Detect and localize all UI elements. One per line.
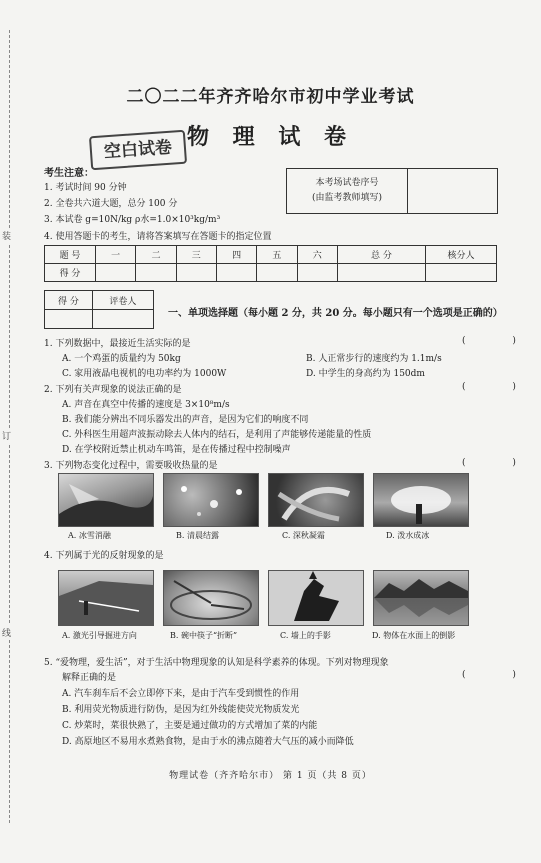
- water-to-ice-image: [374, 474, 468, 526]
- q4-caption-d[interactable]: D. 物体在水面上的倒影: [372, 631, 456, 640]
- seat-number-label: [287, 169, 408, 213]
- answer-paren[interactable]: ( ): [462, 458, 538, 468]
- question-5-option-b[interactable]: B. 利用荧光物质进行防伪，是因为红外线能使荧光物质发光: [62, 705, 300, 715]
- score-cell[interactable]: [297, 264, 337, 282]
- grader-score-cell[interactable]: [45, 310, 93, 329]
- grader-table: [44, 290, 154, 329]
- photo-morning-dew: [163, 473, 259, 527]
- question-3-stem: 3. 下列物态变化过程中，需要吸收热量的是: [44, 461, 218, 471]
- question-1-option-c[interactable]: C. 家用液晶电视机的电功率约为 1000W: [62, 369, 227, 379]
- score-header-cell: 三: [176, 246, 216, 264]
- grader-name-label: 评卷人: [92, 291, 153, 310]
- q3-caption-b[interactable]: B. 清晨结露: [176, 531, 219, 540]
- binding-label-ding: 订: [2, 428, 11, 443]
- score-table: [44, 245, 497, 282]
- score-cell[interactable]: [257, 264, 297, 282]
- q3-caption-d[interactable]: D. 泼水成冰: [386, 531, 430, 540]
- score-header-cell: 题 号: [45, 246, 96, 264]
- answer-paren[interactable]: ( ): [462, 670, 538, 680]
- question-1-option-b[interactable]: B. 人正常步行的速度约为 1.1m/s: [306, 354, 442, 364]
- seat-number-box: [286, 168, 498, 214]
- page-footer: 物理试卷（齐齐哈尔市） 第 1 页（共 8 页）: [169, 771, 372, 781]
- score-cell[interactable]: [337, 264, 425, 282]
- score-header-cell: 总 分: [337, 246, 425, 264]
- question-2-option-a[interactable]: A. 声音在真空中传播的速度是 3×10⁸m/s: [62, 400, 230, 410]
- score-cell[interactable]: [176, 264, 216, 282]
- photo-laser-tunnel: [58, 570, 154, 626]
- question-5-option-a[interactable]: A. 汽车刹车后不会立即停下来，是由于汽车受到惯性的作用: [62, 689, 300, 699]
- section-1-heading: 一、单项选择题（每小题 2 分，共 20 分。每小题只有一个选项是正确的）: [168, 308, 503, 319]
- binding-label-zhuang: 装: [2, 228, 11, 243]
- question-5-option-d[interactable]: D. 高原地区不易用水煮熟食物，是由于水的沸点随着大气压的减小而降低: [62, 737, 354, 747]
- chopsticks-bowl-image: [164, 571, 258, 625]
- q3-caption-c[interactable]: C. 深秋凝霜: [282, 531, 325, 540]
- binding-label-xian: 线: [2, 625, 11, 640]
- question-5-stem-line1: 5. “爱物理，爱生活”，对于生活中物理现象的认知是科学素养的体现。下列对物理现象: [44, 658, 389, 668]
- laser-tunnel-image: [59, 571, 153, 625]
- photo-autumn-frost: [268, 473, 364, 527]
- subject-title: 物 理 试 卷: [187, 124, 354, 150]
- q4-caption-c[interactable]: C. 墙上的手影: [280, 631, 331, 640]
- question-2-option-d[interactable]: D. 在学校附近禁止机动车鸣笛，是在传播过程中控制噪声: [62, 445, 291, 455]
- score-header-cell: 一: [96, 246, 136, 264]
- question-5-option-c[interactable]: C. 炒菜时，菜很快熟了，主要是通过做功的方式增加了菜的内能: [62, 721, 318, 731]
- photo-melting-snow: [58, 473, 154, 527]
- score-table-header-row: [45, 246, 497, 264]
- melting-snow-image: [59, 474, 153, 526]
- seat-label-line2: (由监考教师填写): [311, 193, 383, 203]
- q3-caption-a[interactable]: A. 冰雪消融: [68, 531, 111, 540]
- water-reflection-image: [374, 571, 468, 625]
- notes-heading: 考生注意：: [44, 168, 94, 179]
- photo-water-to-ice: [373, 473, 469, 527]
- q4-caption-a[interactable]: A. 激光引导掘进方向: [62, 631, 137, 640]
- score-table-score-row: [45, 264, 497, 282]
- question-5-stem-line2: 解释正确的是: [62, 673, 117, 683]
- score-header-cell: 核分人: [426, 246, 497, 264]
- question-4-stem: 4. 下列属于光的反射现象的是: [44, 551, 164, 561]
- score-header-cell: 六: [297, 246, 337, 264]
- score-cell[interactable]: [96, 264, 136, 282]
- seat-number-field[interactable]: [408, 169, 497, 213]
- blank-paper-stamp: 空白试卷: [89, 130, 187, 171]
- score-header-cell: 五: [257, 246, 297, 264]
- grader-score-label: 得 分: [45, 291, 93, 310]
- question-2-option-c[interactable]: C. 外科医生用超声波振动除去人体内的结石，是利用了声能够传递能量的性质: [62, 430, 372, 440]
- score-cell[interactable]: [136, 264, 176, 282]
- score-cell[interactable]: [426, 264, 497, 282]
- note-item: 1. 考试时间 90 分钟: [44, 183, 127, 193]
- hand-shadow-image: [269, 571, 363, 625]
- question-1-stem: 1. 下列数据中，最接近生活实际的是: [44, 339, 191, 349]
- photo-chopsticks-bowl: [163, 570, 259, 626]
- score-header-cell: 四: [216, 246, 256, 264]
- seat-label-line1: 本考场试卷序号: [315, 178, 379, 188]
- note-item: 3. 本试卷 g=10N/kg ρ水=1.0×10³kg/m³: [44, 215, 221, 225]
- score-row-label: 得 分: [45, 264, 96, 282]
- score-header-cell: 二: [136, 246, 176, 264]
- photo-water-reflection: [373, 570, 469, 626]
- question-1-option-d[interactable]: D. 中学生的身高约为 150dm: [306, 369, 425, 379]
- grader-name-cell[interactable]: [92, 310, 153, 329]
- question-1-option-a[interactable]: A. 一个鸡蛋的质量约为 50kg: [62, 354, 181, 364]
- autumn-frost-image: [269, 474, 363, 526]
- note-item: 4. 使用答题卡的考生，请将答案填写在答题卡的指定位置: [44, 232, 272, 242]
- note-item: 2. 全卷共六道大题，总分 100 分: [44, 199, 178, 209]
- morning-dew-image: [164, 474, 258, 526]
- answer-paren[interactable]: ( ): [462, 382, 538, 392]
- photo-hand-shadow: [268, 570, 364, 626]
- score-cell[interactable]: [216, 264, 256, 282]
- q4-caption-b[interactable]: B. 碗中筷子“折断”: [170, 631, 238, 640]
- question-2-option-b[interactable]: B. 我们能分辨出不同乐器发出的声音，是因为它们的响度不同: [62, 415, 309, 425]
- answer-paren[interactable]: ( ): [462, 336, 538, 346]
- question-2-stem: 2. 下列有关声现象的说法正确的是: [44, 385, 182, 395]
- exam-title: 二〇二二年齐齐哈尔市初中学业考试: [126, 87, 415, 107]
